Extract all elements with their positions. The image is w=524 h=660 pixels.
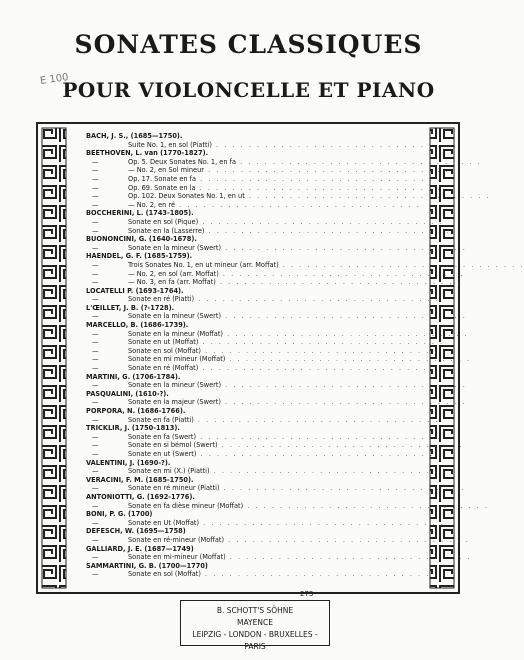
work-title: Sonate en sol (Moffat) (128, 346, 201, 355)
work-dash: — (92, 295, 99, 304)
leader-dots: . . . . . . . . . . . . . . . . . . . . . . . . . . . . . . (198, 364, 445, 373)
publisher-cities: LEIPZIG - LONDON - BRUXELLES - PARIS (192, 630, 318, 651)
leader-dots: . . . . . . . . . . . . . . . . . . . . . . . . . . . . . . (194, 295, 440, 304)
leader-dots: . . . . . . . . . . . . . . . . . . . . . . . . . . . . . . (221, 381, 467, 390)
work-entry (86, 278, 462, 287)
leader-dots: . . . . . . . . . . . . . . . . . . . . . . . . . . . . . . (221, 312, 467, 321)
work-entry (86, 441, 464, 450)
work-title: Sonate en fa dièse mineur (Moffat) (128, 501, 244, 510)
leader-dots: . . . . . . . . . . . . . . . . . . . . . . . . . . . . . . (195, 183, 442, 192)
work-title: — No. 3, en fa (arr. Moffat) (128, 278, 216, 287)
composer-heading: BOCCHERINI, L. (1743-1805). (86, 209, 194, 218)
work-dash: — (92, 183, 99, 192)
leader-dots: . . . . . . . . . . . . . . . . . . . . . . . . . . . . . . (221, 243, 467, 252)
work-entry (86, 217, 444, 227)
work-title: Sonate en ré-mineur (Moffat) (128, 535, 225, 544)
work-title: Sonate en mi (X.) (Piatti) (128, 467, 210, 476)
sonata-catalog (86, 132, 524, 579)
composer-heading: PASQUALINI, (1610-?). (86, 389, 169, 398)
leader-dots: . . . . . . . . . . . . . . . . . . . . . . . . . . . . . . (204, 226, 451, 235)
work-entry (86, 260, 524, 270)
work-title: Suite No. 1, en sol (Piatti) (128, 140, 212, 149)
work-entry (86, 570, 447, 579)
work-entry (86, 174, 442, 184)
leader-dots: . . . . . . . . . . . . . . . . . . . . . . . . . . . . . . (218, 269, 465, 278)
work-dash: — (92, 518, 99, 527)
work-dash: — (92, 260, 99, 269)
leader-dots: . . . . . . . . . . . . . . . . . . . . . . . . . . . . . . (219, 484, 466, 493)
work-dash: — (92, 243, 99, 252)
work-title: Sonate en la (Lasserre) (128, 226, 205, 235)
work-entry (86, 364, 445, 373)
work-dash: — (92, 157, 99, 166)
work-entry (86, 484, 466, 493)
leader-dots: . . . . . . . . . . . . . . . . . . . . . . . . . . . . . . (215, 278, 462, 287)
work-dash: — (92, 278, 99, 287)
leader-dots: . . . . . . . . . . . . . . . . . . . . . . . . . . . . . . (225, 553, 472, 562)
work-dash: — (92, 338, 99, 347)
composer-heading: GALLIARD, J. E. (1687—1749) (86, 544, 194, 553)
work-dash: — (92, 226, 99, 235)
work-dash: — (92, 501, 99, 510)
leader-dots: . . . . . . . . . . . . . . . . . . . . . . . . . . . . . . (217, 441, 464, 450)
leader-dots: . . . . . . . . . . . . . . . . . . . . . . . . . . . . . . (199, 518, 445, 527)
leader-dots: . . . . . . . . . . . . . . . . . . . . . . . . . . . . . . (193, 415, 440, 424)
work-title: Sonate en ut (Swert) (128, 449, 197, 458)
work-dash: — (92, 329, 99, 338)
page-subtitle: POUR VIOLONCELLE ET PIANO (62, 78, 435, 102)
composer-heading: DEFESCH, W. (1695—1758) (86, 527, 186, 536)
work-title: Op. 17. Sonate en fa (128, 174, 197, 183)
composer-heading: BEETHOVEN, L. van (1770-1827). (86, 149, 209, 158)
composer-heading: BACH, J. S., (1685—1750). (86, 132, 183, 140)
publisher-name: B. SCHOTT'S SÖHNE (216, 606, 294, 615)
publisher-box (180, 600, 330, 651)
work-title: Op. 69. Sonate en la (128, 183, 196, 192)
leader-dots: . . . . . . . . . . . . . . . . . . . . . . . . . . . . . . (175, 200, 421, 209)
work-title: Sonate en la mineur (Swert) (128, 312, 222, 321)
leader-dots: . . . . . . . . . . . . . . . . . . . . . . . . . . . . . . (196, 174, 442, 183)
work-dash: — (92, 449, 99, 458)
work-entry (86, 467, 456, 476)
work-entry (86, 329, 469, 339)
leader-dots: . . . . . . . . . . . . . . . . . . . . . . . . . . . . . . (236, 157, 482, 166)
work-dash: — (92, 217, 99, 226)
work-title: Sonate en mi mineur (Moffat) (128, 355, 226, 364)
work-entry (86, 295, 440, 304)
publisher-city: MAYENCE (237, 618, 273, 627)
work-dash: — (92, 200, 99, 209)
leader-dots: . . . . . . . . . . . . . . . . . . . . . . . . . . . . . . (200, 346, 447, 355)
work-title: Sonate en fa (Piatti) (128, 415, 194, 424)
work-entry (86, 553, 472, 562)
composer-heading: ANTONIOTTI, G. (1692-1776). (86, 492, 195, 501)
work-title: Sonate en sol (Pique) (128, 217, 199, 226)
work-title: Sonate en la majeur (Swert) (128, 398, 221, 407)
work-entry (86, 346, 447, 356)
work-entry (86, 140, 458, 150)
work-title: Sonate en fa (Swert) (128, 432, 197, 441)
work-dash: — (92, 364, 99, 373)
work-entry (86, 449, 443, 459)
work-dash: — (92, 381, 99, 390)
work-entry (86, 338, 445, 347)
work-dash: — (92, 269, 99, 278)
work-entry (86, 200, 421, 210)
work-title: Trois Sonates No. 1, en ut mineur (arr. Moffat) (128, 260, 279, 269)
work-dash: — (92, 467, 99, 476)
work-title: Sonate en la mineur (Swert) (128, 243, 222, 252)
work-title: Sonate en ré (Moffat) (128, 364, 199, 373)
leader-dots: . . . . . . . . . . . . . . . . . . . . . . . . . . . . . . (224, 535, 470, 544)
leader-dots: . . . . . . . . . . . . . . . . . . . . . . . . . . . . . . (244, 192, 491, 201)
work-dash: — (92, 432, 99, 441)
work-title: — No. 2, en Sol mineur (128, 166, 204, 175)
work-title: Sonate en ré mineur (Piatti) (128, 484, 220, 493)
leader-dots: . . . . . . . . . . . . . . . . . . . . . . . . . . . . . . (223, 329, 469, 338)
work-entry (86, 269, 465, 279)
page-title: SONATES CLASSIQUES (74, 30, 423, 59)
work-dash: — (92, 355, 99, 364)
composer-heading: LOCATELLI P. (1693-1764). (86, 286, 184, 295)
work-entry (86, 166, 450, 175)
leader-dots: . . . . . . . . . . . . . . . . . . . . . . . . . . . . . . (198, 217, 444, 226)
work-entry (86, 518, 445, 528)
work-dash: — (92, 415, 99, 424)
work-dash: — (92, 174, 99, 183)
work-entry (86, 157, 482, 167)
leader-dots: . . . . . . . . . . . . . . . . . . . . . . . . . . . . . . (203, 166, 450, 175)
composer-heading: VALENTINI, J. (1690-?). (86, 458, 171, 467)
work-dash: — (92, 535, 99, 544)
work-entry (86, 398, 467, 407)
work-title: — No. 2, en ré (128, 200, 176, 209)
work-title: Sonate en sol (Moffat) (128, 570, 201, 579)
leader-dots: . . . . . . . . . . . . . . . . . . . . . . . . . . . . . . (243, 501, 489, 510)
leader-dots: . . . . . . . . . . . . . . . . . . . . . . . . . . . . . . (211, 140, 458, 149)
leader-dots: . . . . . . . . . . . . . . . . . . . . . . . . . . . . . . (225, 355, 472, 364)
leader-dots: . . . . . . . . . . . . . . . . . . . . . . . . . . . . . . (198, 338, 445, 347)
work-dash: — (92, 441, 99, 450)
leader-dots: . . . . . . . . . . . . . . . . . . . . . . . . . . . . . . (200, 570, 447, 579)
leader-dots: . . . . . . . . . . . . . . . . . . . . . . . . . . . . . . (220, 398, 467, 407)
work-dash: — (92, 570, 99, 579)
work-entry (86, 535, 470, 545)
work-dash: — (92, 312, 99, 321)
work-dash: — (92, 346, 99, 355)
composer-heading: TRICKLIR, J. (1750-1813). (86, 424, 180, 433)
work-entry (86, 432, 442, 442)
work-entry (86, 501, 489, 511)
leader-dots: . . . . . . . . . . . . . . . . . . . . . . . . . . . . . . (209, 467, 456, 476)
work-entry (86, 355, 472, 364)
work-dash: — (92, 553, 99, 562)
composer-heading: SAMMARTINI, G. B. (1700—1770) (86, 561, 208, 570)
work-entry (86, 243, 467, 253)
work-title: Sonate en ut (Moffat) (128, 338, 199, 347)
plate-number: 273 (300, 590, 314, 598)
leader-dots: . . . . . . . . . . . . . . . . . . . . . . . . . . . . . . (196, 449, 443, 458)
stamp: E 100 (39, 72, 70, 87)
work-entry (86, 192, 491, 201)
work-title: Sonate en ré (Piatti) (128, 295, 195, 304)
composer-heading: BONI, P. G. (1700) (86, 510, 153, 519)
leader-dots: . . . . . . . . . . . . . . . . . . . . . . . . . . . . . . (278, 260, 524, 269)
composer-heading: MARCELLO, B. (1686-1739). (86, 321, 189, 330)
work-dash: — (92, 398, 99, 407)
composer-heading: MARTINI, G. (1706-1784). (86, 372, 181, 381)
work-entry (86, 415, 440, 425)
composer-heading: BUONONCINI, G. (1640-1678). (86, 235, 197, 244)
composer-heading: HAENDEL, G. F. (1685-1759). (86, 252, 193, 261)
work-title: Sonate en la mineur (Moffat) (128, 329, 223, 338)
work-dash: — (92, 192, 99, 201)
work-title: Sonate en la mineur (Swert) (128, 381, 222, 390)
composer-heading: VERACINI, F. M. (1685-1750). (86, 475, 194, 484)
composer-heading: PORPORA, N. (1686-1766). (86, 407, 186, 415)
leader-dots: . . . . . . . . . . . . . . . . . . . . . . . . . . . . . . (196, 432, 442, 441)
work-dash: — (92, 484, 99, 493)
work-title: Op. 102. Deux Sonates No. 1, en ut (128, 192, 245, 201)
work-title: Sonate en si bémol (Swert) (128, 441, 218, 450)
work-dash: — (92, 166, 99, 175)
work-entry (86, 226, 451, 236)
work-title: — No. 2, en sol (arr. Moffat) (128, 269, 219, 278)
work-title: Sonate en Ut (Moffat) (128, 518, 200, 527)
composer-heading: L'ŒILLET, J. B. (?-1728). (86, 303, 175, 312)
work-title: Op. 5. Deux Sonates No. 1, en fa (128, 157, 237, 166)
work-entry (86, 312, 467, 321)
work-title: Sonate en mi-mineur (Moffat) (128, 553, 226, 562)
work-entry (86, 183, 442, 193)
work-entry (86, 381, 467, 390)
